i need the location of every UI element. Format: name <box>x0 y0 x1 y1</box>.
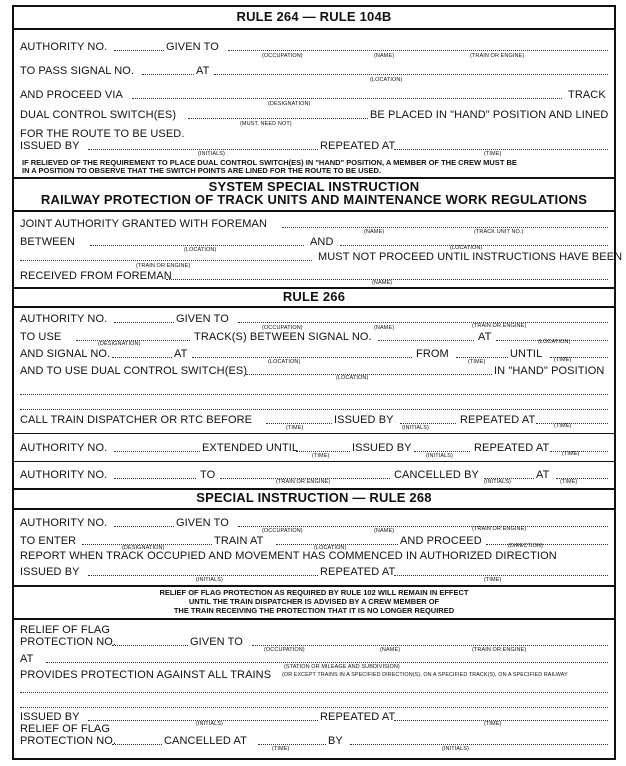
call-dispatcher-label: CALL TRAIN DISPATCHER OR RTC BEFORE <box>20 414 253 426</box>
issued-by-label: ISSUED BY <box>20 140 80 152</box>
cancelled-by-label: CANCELLED BY <box>394 469 479 481</box>
relief-note-line3: THE TRAIN RECEIVING THE PROTECTION THAT IT IS NO LONGER REQUIRED <box>173 606 455 615</box>
station-caption: (STATION OR MILEAGE AND SUBDIVISION) <box>284 664 400 670</box>
blank-line-field[interactable] <box>20 385 608 395</box>
call-time-field[interactable] <box>266 414 332 424</box>
issued-by-field[interactable] <box>88 140 318 150</box>
repeated-at-field[interactable] <box>536 414 608 424</box>
dual-control-label: AND TO USE DUAL CONTROL SWITCH(ES) <box>20 365 248 377</box>
at-label: AT <box>174 348 188 360</box>
train-at-label: TRAIN AT <box>214 535 264 547</box>
to-pass-signal-label: TO PASS SIGNAL NO. <box>20 65 135 77</box>
location-caption: (LOCATION) <box>538 339 571 345</box>
and-proceed-label: AND PROCEED <box>400 535 482 547</box>
issued-by-label: ISSUED BY <box>334 414 394 426</box>
dual-control-label: DUAL CONTROL SWITCH(ES) <box>20 109 177 121</box>
from-time-field[interactable] <box>456 348 508 358</box>
given-to-field[interactable] <box>238 517 608 527</box>
authority-no-label: AUTHORITY NO. <box>20 442 108 454</box>
authority-no-field[interactable] <box>114 41 164 51</box>
direction-field[interactable] <box>486 535 608 545</box>
time-caption: (TIME) <box>484 721 502 727</box>
location-caption: (LOCATION) <box>370 77 403 83</box>
between-location-field[interactable] <box>90 236 304 246</box>
name-caption: (NAME) <box>372 280 393 286</box>
occupation-caption: (OCCUPATION) <box>262 325 303 331</box>
time-caption: (TIME) <box>554 423 572 429</box>
blank-line-field[interactable] <box>20 400 608 410</box>
protection-no-label: PROTECTION NO. <box>20 735 117 747</box>
signal-no-2-field[interactable] <box>112 348 172 358</box>
track-unit-caption: (TRACK UNIT NO.) <box>474 229 524 235</box>
location-caption: (LOCATION) <box>336 375 369 381</box>
cancelled-at-field[interactable] <box>556 469 608 479</box>
proceed-via-field[interactable] <box>132 89 562 99</box>
designation-field[interactable] <box>82 535 212 545</box>
system-subtitle: RAILWAY PROTECTION OF TRACK UNITS AND MAINTENANCE WORK REGULATIONS <box>40 192 588 207</box>
tracks-between-label: TRACK(S) BETWEEN SIGNAL NO. <box>194 331 372 343</box>
location-caption: (LOCATION) <box>314 545 347 551</box>
joint-authority-label: JOINT AUTHORITY GRANTED WITH FOREMAN <box>20 218 268 230</box>
relief-note-line1: RELIEF OF FLAG PROTECTION AS REQUIRED BY RULE 102 WILL REMAIN IN EFFECT <box>159 588 469 597</box>
divider <box>14 28 614 30</box>
repeated-at-label: REPEATED AT <box>320 711 396 723</box>
to-label: TO <box>200 469 216 481</box>
cancelled-by-field[interactable] <box>484 469 534 479</box>
authority-no-label: AUTHORITY NO. <box>20 41 108 53</box>
for-route-label: FOR THE ROUTE TO BE USED. <box>20 128 185 140</box>
at-label: AT <box>478 331 492 343</box>
repeated-at-field[interactable] <box>394 711 608 721</box>
divider <box>14 306 614 308</box>
signal-no-field[interactable] <box>378 331 474 341</box>
cancelled-at-field[interactable] <box>258 735 326 745</box>
train-caption: (TRAIN OR ENGINE) <box>472 647 527 653</box>
name-caption: (NAME) <box>374 53 395 59</box>
time-caption: (TIME) <box>484 577 502 583</box>
blank-line-field[interactable] <box>20 683 608 693</box>
rule264-note-line2: IN A POSITION TO OBSERVE THAT THE SWITCH POINTS ARE LINED FOR THE ROUTE TO BE USED. <box>22 166 382 175</box>
issued-by-field[interactable] <box>400 414 456 424</box>
name-caption: (NAME) <box>380 647 401 653</box>
system-title: SYSTEM SPECIAL INSTRUCTION <box>208 179 420 194</box>
at-label: AT <box>196 65 210 77</box>
direction-caption: (DIRECTION) <box>508 543 544 549</box>
at-location-2-field[interactable] <box>192 348 412 358</box>
initials-caption: (INITIALS) <box>196 577 223 583</box>
issued-by-field[interactable] <box>88 566 318 576</box>
divider <box>14 508 614 510</box>
issued-by-field[interactable] <box>414 442 470 452</box>
and-label: AND <box>310 236 334 248</box>
extended-until-label: EXTENDED UNTIL <box>202 442 299 454</box>
given-to-label: GIVEN TO <box>190 636 243 648</box>
to-use-label: TO USE <box>20 331 62 343</box>
blank-line-field[interactable] <box>20 698 608 708</box>
time-caption: (TIME) <box>554 357 572 363</box>
extended-time-field[interactable] <box>296 442 350 452</box>
foreman-field[interactable] <box>282 218 608 228</box>
authority-no-field[interactable] <box>114 517 174 527</box>
location-caption: (LOCATION) <box>268 359 301 365</box>
initials-caption: (INITIALS) <box>402 425 429 431</box>
divider <box>14 461 614 462</box>
divider <box>14 433 614 434</box>
time-caption: (TIME) <box>560 479 578 485</box>
time-caption: (TIME) <box>312 453 330 459</box>
repeated-at-label: REPEATED AT <box>474 442 550 454</box>
protection-no-field[interactable] <box>112 735 162 745</box>
occupation-caption: (OCCUPATION) <box>262 53 303 59</box>
given-to-label: GIVEN TO <box>166 41 219 53</box>
initials-caption: (INITIALS) <box>196 721 223 727</box>
from-label: FROM <box>416 348 449 360</box>
at-label: AT <box>536 469 550 481</box>
given-to-label: GIVEN TO <box>176 313 229 325</box>
track-label: TRACK <box>568 89 606 101</box>
rule-form <box>12 5 623 760</box>
train-caption: (TRAIN OR ENGINE) <box>136 263 191 269</box>
designation-caption: (DESIGNATION) <box>122 545 165 551</box>
between-label: BETWEEN <box>20 236 76 248</box>
provides-caption: (OR EXCEPT TRAINS IN A SPECIFIED DIRECTION(S), ON A SPECIFIED TRACK(S), ON A SPECIFIED RAILWAY <box>282 672 568 678</box>
proceed-via-label: AND PROCEED VIA <box>20 89 123 101</box>
time-caption: (TIME) <box>286 425 304 431</box>
received-from-field[interactable] <box>166 270 608 280</box>
authority-no-label: AUTHORITY NO. <box>20 517 108 529</box>
time-caption: (TIME) <box>484 151 502 157</box>
repeated-at-label: REPEATED AT <box>320 140 396 152</box>
rule268-title: SPECIAL INSTRUCTION — RULE 268 <box>196 490 432 505</box>
by-label: BY <box>328 735 343 747</box>
occupation-caption: (OCCUPATION) <box>262 528 303 534</box>
report-label: REPORT WHEN TRACK OCCUPIED AND MOVEMENT HAS COMMENCED IN AUTHORIZED DIRECTION <box>20 550 557 562</box>
time-caption: (TIME) <box>562 451 580 457</box>
repeated-at-field[interactable] <box>394 566 608 576</box>
train-caption: (TRAIN OR ENGINE) <box>472 323 527 329</box>
train-engine-field[interactable] <box>20 251 312 261</box>
name-caption: (NAME) <box>374 325 395 331</box>
issued-by-label: ISSUED BY <box>20 711 80 723</box>
given-to-label: GIVEN TO <box>176 517 229 529</box>
repeated-at-label: REPEATED AT <box>460 414 536 426</box>
authority-no-field[interactable] <box>114 313 174 323</box>
must-caption: (MUST, NEED NOT) <box>240 121 292 127</box>
at-label: AT <box>20 653 34 665</box>
divider <box>14 210 614 212</box>
cancelled-by-field[interactable] <box>350 735 608 745</box>
train-caption: (TRAIN OR ENGINE) <box>276 479 331 485</box>
issued-by-field[interactable] <box>88 711 318 721</box>
provides-protection-label: PROVIDES PROTECTION AGAINST ALL TRAINS <box>20 669 272 681</box>
issued-by-label: ISSUED BY <box>352 442 412 454</box>
to-train-field[interactable] <box>220 469 390 479</box>
train-caption: (TRAIN OR ENGINE) <box>472 526 527 532</box>
rule264-title: RULE 264 — RULE 104B <box>236 9 392 24</box>
time-caption: (TIME) <box>468 359 486 365</box>
repeated-at-field[interactable] <box>394 140 608 150</box>
and-signal-label: AND SIGNAL NO. <box>20 348 111 360</box>
location-caption: (LOCATION) <box>450 245 483 251</box>
relief-note-line2: UNTIL THE TRAIN DISPATCHER IS ADVISED BY A CREW MEMBER OF <box>188 597 440 606</box>
location-caption: (LOCATION) <box>184 247 217 253</box>
protection-no-label: PROTECTION NO. <box>20 636 117 648</box>
rule264-note-line1: IF RELIEVED OF THE REQUIREMENT TO PLACE DUAL CONTROL SWITCH(ES) IN "HAND" POSITION, A MEMBER OF THE CREW MUST BE <box>22 158 517 167</box>
signal-no-field[interactable] <box>142 65 194 75</box>
time-caption: (TIME) <box>272 746 290 752</box>
divider <box>14 618 614 620</box>
train-caption: (TRAIN OR ENGINE) <box>470 53 525 59</box>
issued-by-label: ISSUED BY <box>20 566 80 578</box>
relief-of-flag-label: RELIEF OF FLAG <box>20 723 111 735</box>
designation-field[interactable] <box>76 331 190 341</box>
cancelled-at-label: CANCELLED AT <box>164 735 247 747</box>
rule266-title: RULE 266 <box>282 289 346 304</box>
authority-no-label: AUTHORITY NO. <box>20 313 108 325</box>
in-hand-label: IN "HAND" POSITION <box>494 365 605 377</box>
initials-caption: (INITIALS) <box>426 453 453 459</box>
occupation-caption: (OCCUPATION) <box>264 647 305 653</box>
relief-of-flag-label: RELIEF OF FLAG <box>20 624 111 636</box>
received-from-label: RECEIVED FROM FOREMAN <box>20 270 172 282</box>
name-caption: (NAME) <box>374 528 395 534</box>
authority-no-field[interactable] <box>114 469 196 479</box>
given-to-field[interactable] <box>238 313 608 323</box>
authority-no-label: AUTHORITY NO. <box>20 469 108 481</box>
must-need-not-field[interactable] <box>188 109 368 119</box>
until-label: UNTIL <box>510 348 543 360</box>
at-location-field[interactable] <box>214 65 608 75</box>
given-to-field[interactable] <box>228 41 608 51</box>
name-caption: (NAME) <box>364 229 385 235</box>
designation-caption: (DESIGNATION) <box>98 341 141 347</box>
train-at-location-field[interactable] <box>276 535 398 545</box>
station-field[interactable] <box>46 653 608 663</box>
to-enter-label: TO ENTER <box>20 535 77 547</box>
be-placed-label: BE PLACED IN "HAND" POSITION AND LINED <box>370 109 609 121</box>
must-not-proceed-label: MUST NOT PROCEED UNTIL INSTRUCTIONS HAVE BEEN <box>318 251 623 263</box>
initials-caption: (INITIALS) <box>198 151 225 157</box>
designation-caption: (DESIGNATION) <box>268 101 311 107</box>
repeated-at-label: REPEATED AT <box>320 566 396 578</box>
initials-caption: (INITIALS) <box>484 479 511 485</box>
authority-no-field[interactable] <box>114 442 200 452</box>
dual-control-field[interactable] <box>246 365 492 375</box>
divider <box>14 585 614 587</box>
initials-caption: (INITIALS) <box>442 746 469 752</box>
given-to-field[interactable] <box>252 636 608 646</box>
protection-no-field[interactable] <box>112 636 188 646</box>
